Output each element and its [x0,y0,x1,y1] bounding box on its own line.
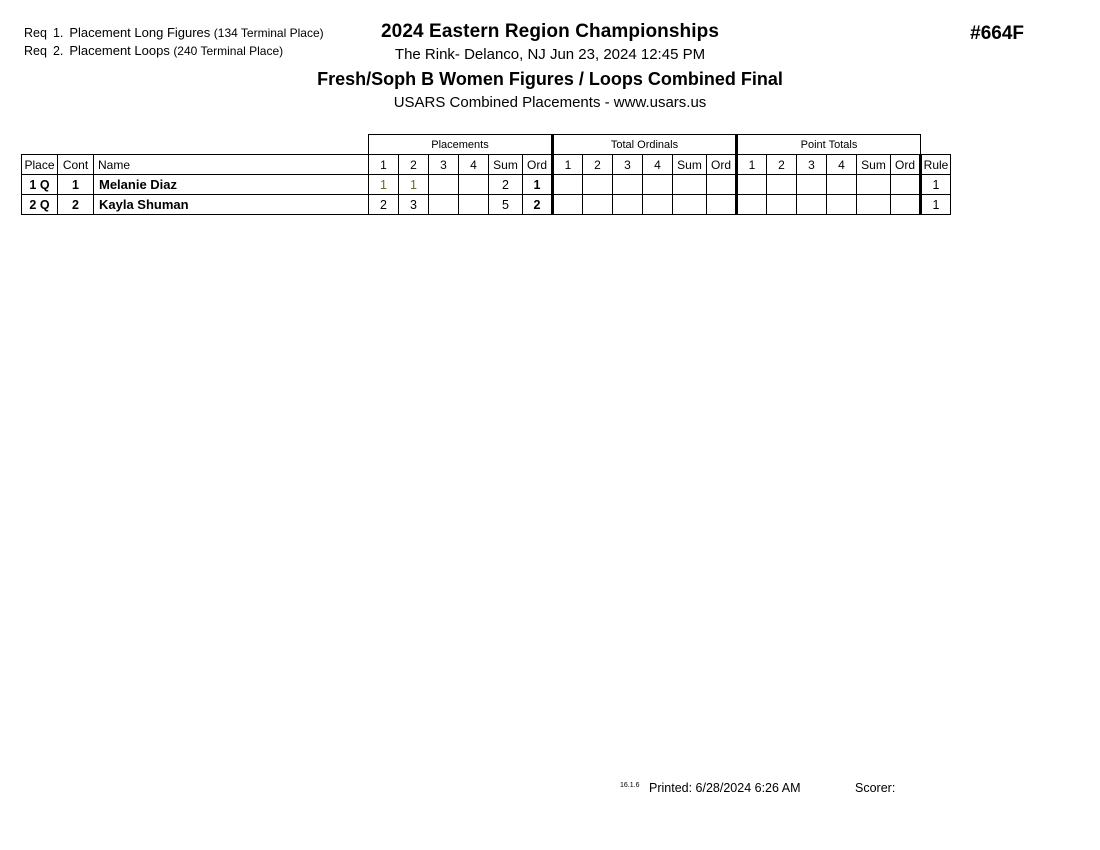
results-table [21,134,951,215]
cell-placement-ord: 2 [523,195,553,215]
cell-points-ord [891,175,921,195]
requirement-text: Placement Loops [69,43,170,58]
spacer-cell [921,135,951,155]
col-header-points-3: 3 [797,155,827,175]
cell-ordinal-sum [673,195,707,215]
cell-placement-3 [429,195,459,215]
cell-ordinal-1 [553,175,583,195]
col-header-ordinal-3: 3 [613,155,643,175]
col-header-points-4: 4 [827,155,857,175]
col-header-placement-sum: Sum [489,155,523,175]
col-header-ordinal-2: 2 [583,155,613,175]
col-header-cont: Cont [58,155,94,175]
cell-ordinal-sum [673,175,707,195]
spacer-cell [22,135,58,155]
col-header-points-1: 1 [737,155,767,175]
competition-title: 2024 Eastern Region Championships [381,21,719,42]
cell-ordinal-1 [553,195,583,215]
cell-placement-3 [429,175,459,195]
cell-name: Kayla Shuman [94,195,369,215]
cell-cont: 2 [58,195,94,215]
cell-ordinal-2 [583,195,613,215]
document-header [0,20,1100,114]
scorer-label: Scorer: [855,781,896,795]
cell-points-4 [827,175,857,195]
col-header-points-2: 2 [767,155,797,175]
cell-placement-sum: 2 [489,175,523,195]
event-title: Fresh/Soph B Women Figures / Loops Combined Final [317,69,783,89]
requirement-number: 2. [52,44,64,58]
cell-placement-2: 1 [399,175,429,195]
cell-points-1 [737,175,767,195]
requirement-label: Req [24,26,47,40]
column-header-row [22,155,951,175]
cell-ordinal-2 [583,175,613,195]
table-row [22,175,951,195]
results-table-wrapper [21,134,951,215]
cell-name: Melanie Diaz [94,175,369,195]
cell-placement-4 [459,175,489,195]
col-header-placement-3: 3 [429,155,459,175]
requirement-number: 1. [52,26,64,40]
cell-points-3 [797,175,827,195]
group-header-point-totals: Point Totals [737,135,921,155]
col-header-ordinal-sum: Sum [673,155,707,175]
cell-placement-1: 2 [369,195,399,215]
col-header-ordinal-4: 4 [643,155,673,175]
col-header-placement-2: 2 [399,155,429,175]
cell-ordinal-ord [707,175,737,195]
col-header-placement-1: 1 [369,155,399,175]
cell-ordinal-4 [643,175,673,195]
printed-timestamp: Printed: 6/28/2024 6:26 AM [649,781,801,795]
requirement-label: Req [24,44,47,58]
group-header-placements: Placements [369,135,553,155]
col-header-name: Name [94,155,369,175]
cell-placement-1: 1 [369,175,399,195]
cell-points-sum [857,175,891,195]
cell-points-sum [857,195,891,215]
cell-ordinal-4 [643,195,673,215]
cell-rule: 1 [921,195,951,215]
group-header-total-ordinals: Total Ordinals [553,135,737,155]
cell-placement-2: 3 [399,195,429,215]
requirement-text: Placement Long Figures [69,25,211,40]
organization-line: USARS Combined Placements - www.usars.us [393,94,707,111]
cell-rule: 1 [921,175,951,195]
requirement-detail: (134 Terminal Place) [213,26,324,40]
cell-ordinal-3 [613,195,643,215]
requirement-detail: (240 Terminal Place) [173,44,284,58]
cell-cont: 1 [58,175,94,195]
col-header-place: Place [22,155,58,175]
group-header-row [22,135,951,155]
cell-placement-4 [459,195,489,215]
table-row [22,195,951,215]
col-header-points-ord: Ord [891,155,921,175]
cell-points-3 [797,195,827,215]
cell-points-1 [737,195,767,215]
spacer-cell [94,135,369,155]
software-version: 16.1.6 [620,782,640,789]
col-header-rule: Rule [921,155,951,175]
cell-points-2 [767,195,797,215]
cell-points-4 [827,195,857,215]
venue-datetime: The Rink- Delanco, NJ Jun 23, 2024 12:45 PM [394,46,706,63]
cell-place: 1 Q [22,175,58,195]
col-header-placement-4: 4 [459,155,489,175]
cell-ordinal-ord [707,195,737,215]
cell-place: 2 Q [22,195,58,215]
col-header-ordinal-1: 1 [553,155,583,175]
spacer-cell [58,135,94,155]
col-header-ordinal-ord: Ord [707,155,737,175]
cell-ordinal-3 [613,175,643,195]
col-header-points-sum: Sum [857,155,891,175]
cell-placement-sum: 5 [489,195,523,215]
col-header-placement-ord: Ord [523,155,553,175]
cell-points-2 [767,175,797,195]
cell-placement-ord: 1 [523,175,553,195]
event-number: #664F [970,23,1024,44]
cell-points-ord [891,195,921,215]
